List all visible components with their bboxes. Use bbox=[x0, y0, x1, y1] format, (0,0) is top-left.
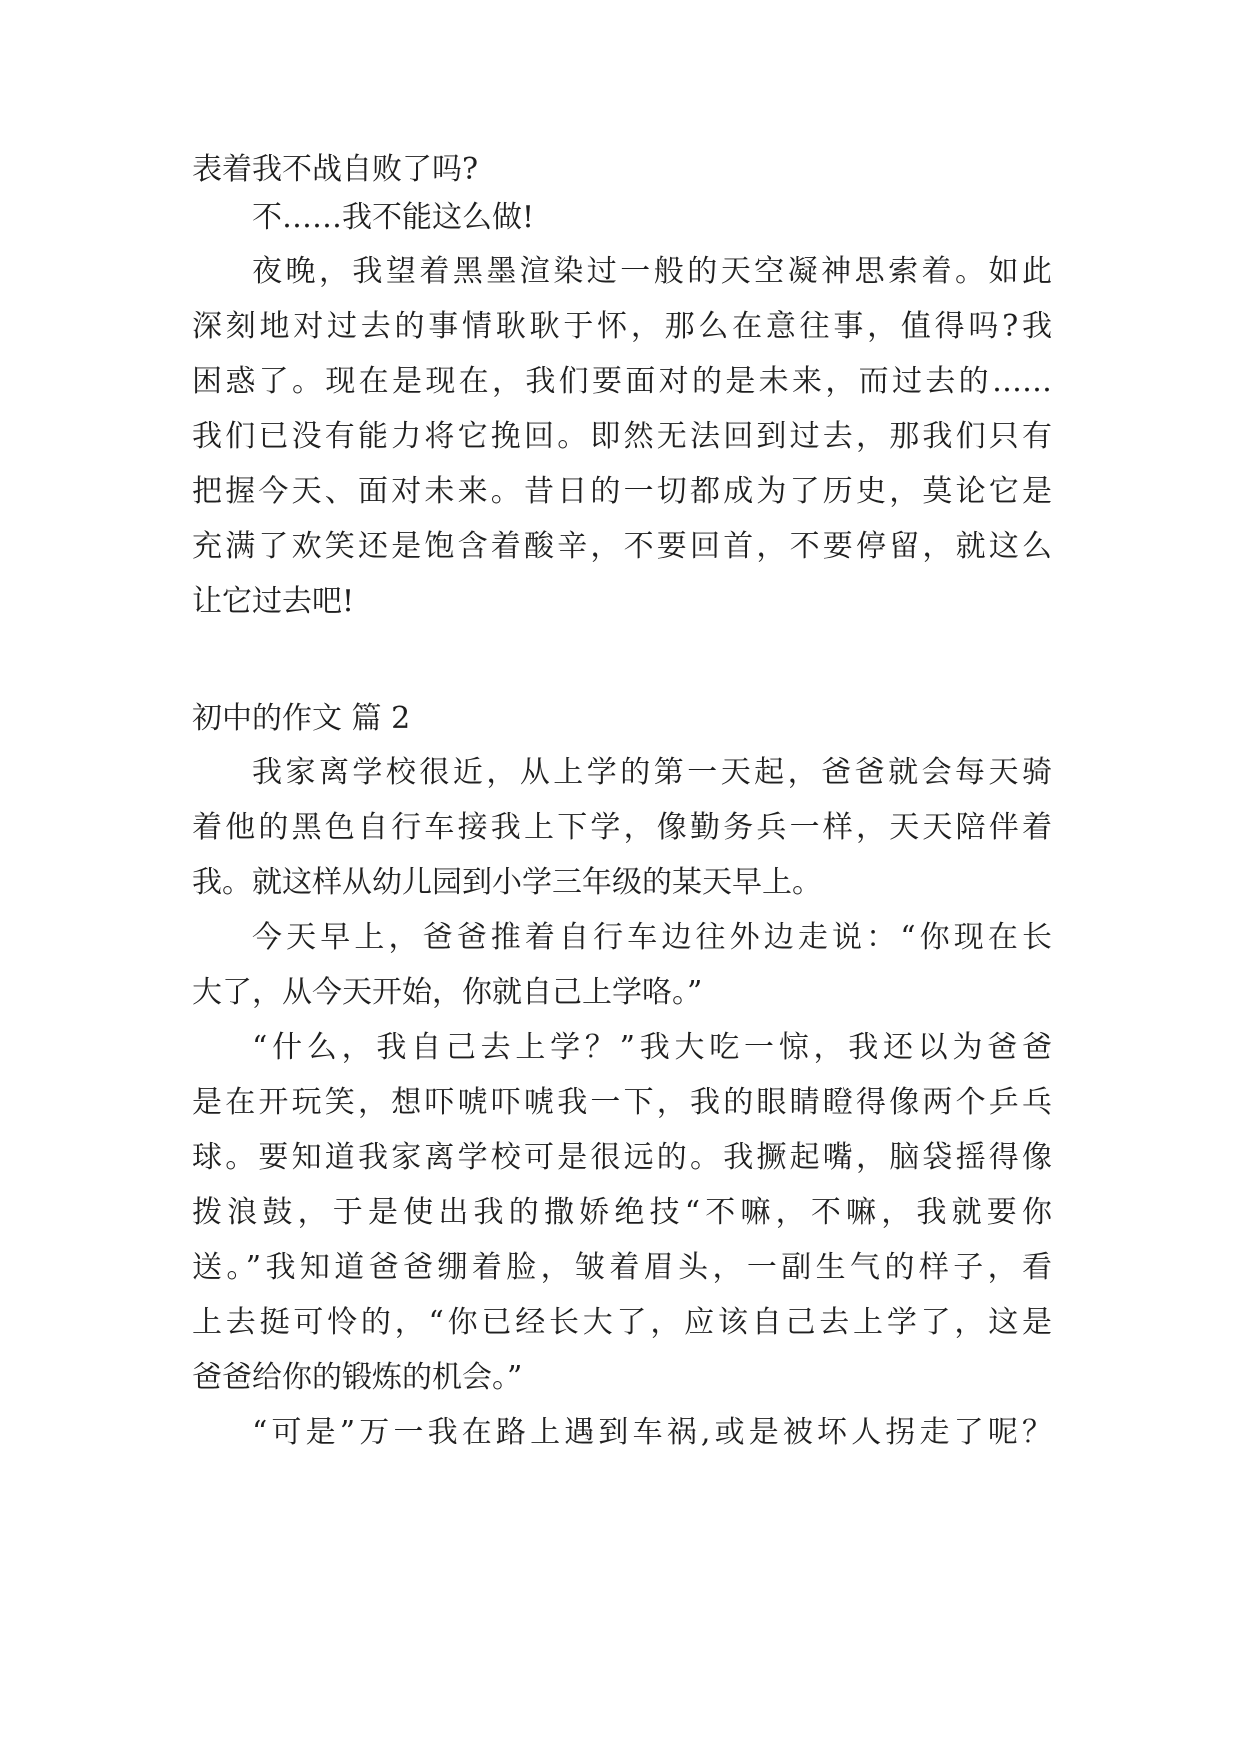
text-line-5: 困惑了。现在是现在，我们要面对的是未来，而过去的…… bbox=[192, 364, 1052, 399]
text-line-2: 不……我不能这么做! bbox=[252, 200, 535, 235]
text-line-21: 上去挺可怜的，“你已经长大了，应该自己去上学了，这是 bbox=[192, 1305, 1052, 1340]
text-line-19: 拨浪鼓，于是使出我的撒娇绝技“不嘛，不嘛，我就要你 bbox=[192, 1195, 1052, 1230]
section-heading: 初中的作文 篇 2 bbox=[192, 701, 411, 736]
text-line-11: 我家离学校很近，从上学的第一天起，爸爸就会每天骑 bbox=[252, 755, 1052, 790]
text-line-22: 爸爸给你的锻炼的机会。” bbox=[192, 1360, 523, 1395]
text-line-17: 是在开玩笑，想吓唬吓唬我一下，我的眼睛瞪得像两个乒乓 bbox=[192, 1085, 1052, 1120]
text-line-9: 让它过去吧! bbox=[192, 584, 355, 619]
text-line-13: 我。就这样从幼儿园到小学三年级的某天早上。 bbox=[192, 865, 822, 900]
text-line-8: 充满了欢笑还是饱含着酸辛，不要回首，不要停留，就这么 bbox=[192, 529, 1052, 564]
text-line-7: 把握今天、面对未来。昔日的一切都成为了历史，莫论它是 bbox=[192, 474, 1052, 509]
text-line-18: 球。要知道我家离学校可是很远的。我撅起嘴，脑袋摇得像 bbox=[192, 1140, 1052, 1175]
text-line-4: 深刻地对过去的事情耿耿于怀，那么在意往事，值得吗?我 bbox=[192, 309, 1052, 344]
text-line-6: 我们已没有能力将它挽回。即然无法回到过去，那我们只有 bbox=[192, 419, 1052, 454]
text-line-20: 送。”我知道爸爸绷着脸，皱着眉头，一副生气的样子，看 bbox=[192, 1250, 1052, 1285]
text-line-1: 表着我不战自败了吗? bbox=[192, 152, 479, 187]
text-line-12: 着他的黑色自行车接我上下学，像勤务兵一样，天天陪伴着 bbox=[192, 810, 1052, 845]
text-line-15: 大了，从今天开始，你就自己上学咯。” bbox=[192, 975, 703, 1010]
text-line-3: 夜晚，我望着黑墨渲染过一般的天空凝神思索着。如此 bbox=[252, 254, 1052, 289]
text-line-23: “可是”万一我在路上遇到车祸,或是被坏人拐走了呢？ bbox=[252, 1415, 1052, 1450]
text-line-14: 今天早上，爸爸推着自行车边往外边走说：“你现在长 bbox=[252, 920, 1052, 955]
text-line-16: “什么，我自己去上学？”我大吃一惊，我还以为爸爸 bbox=[252, 1030, 1052, 1065]
